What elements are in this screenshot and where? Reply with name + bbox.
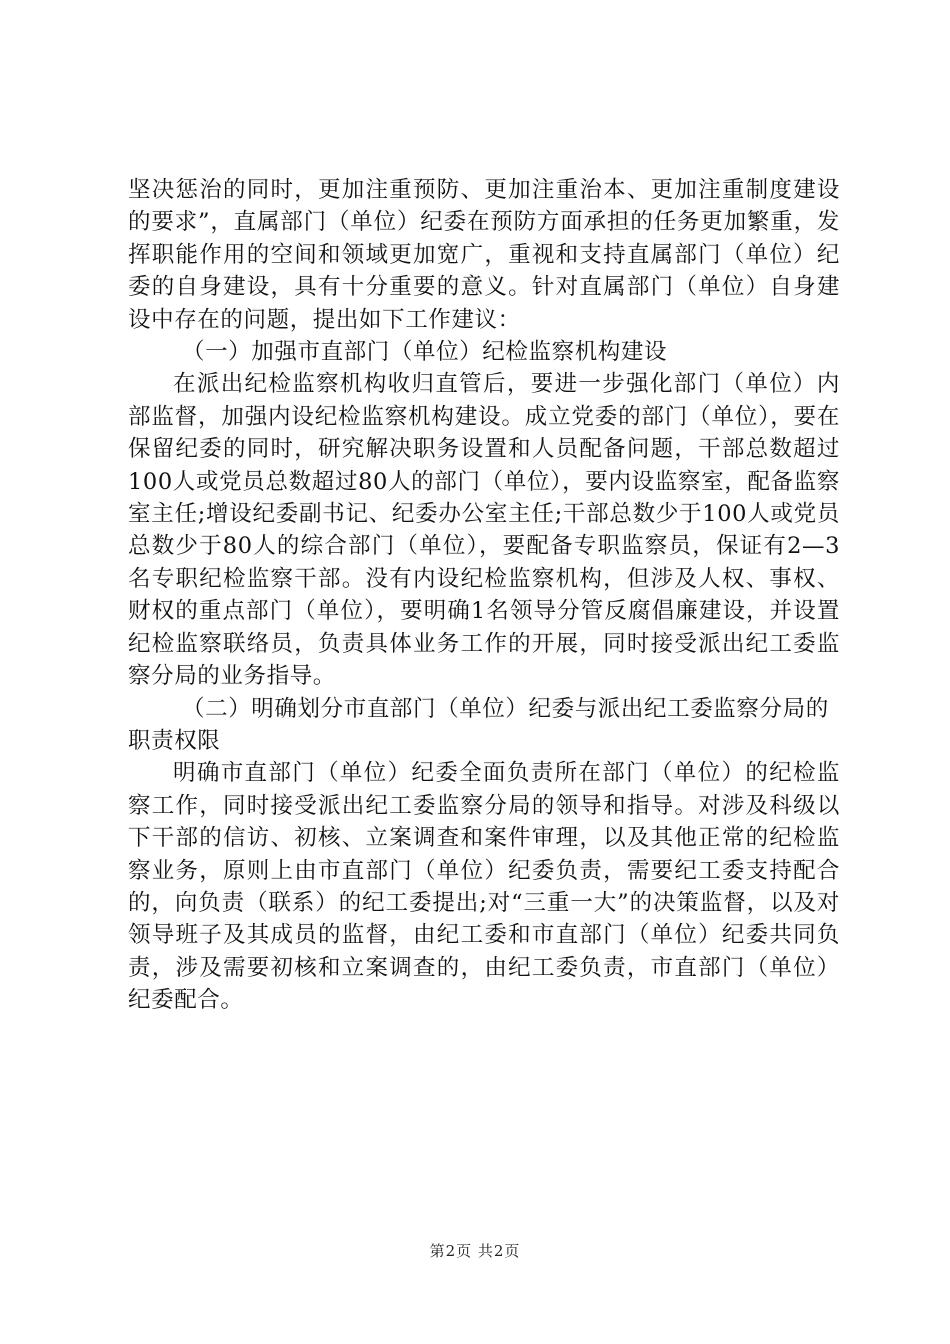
- section-heading-2: （二）明确划分市直部门（单位）纪委与派出纪工委监察分局的职责权限: [128, 695, 829, 754]
- paragraph-continuation: 坚决惩治的同时，更加注重预防、更加注重治本、更加注重制度建设的要求”，直属部门（单位）纪委在预防方面承担的任务更加繁重，发挥职能作用的空间和领域更加宽广，重视和支持直属部门（单位）纪委的自身建设，具有十分重要的意义。针对直属部门（单位）自身建设中存在的问题，提出如下工作建议：: [128, 177, 840, 333]
- paragraph-section-2: 明确市直部门（单位）纪委全面负责所在部门（单位）的纪检监察工作，同时接受派出纪工委监察分局的领导和指导。对涉及科级以下干部的信访、初核、立案调查和案件审理，以及其他正常的纪检监察业务，原则上由市直部门（单位）纪委负责，需要纪工委支持配合的，向负责（联系）的纪工委提出;对“三重一大”的决策监督，以及对领导班子及其成员的监督，由纪工委和市直部门（单位）纪委共同负责，涉及需要初核和立案调查的，由纪工委负责，市直部门（单位）纪委配合。: [128, 760, 840, 1014]
- page-number-footer: 第2页 共2页: [429, 1242, 521, 1260]
- section-heading-1: （一）加强市直部门（单位）纪检监察机构建设: [182, 339, 668, 366]
- document-body: [128, 174, 840, 1017]
- paragraph-section-1: 在派出纪检监察机构收归直管后，要进一步强化部门（单位）内部监督，加强内设纪检监察机构建设。成立党委的部门（单位），要在保留纪委的同时，研究解决职务设置和人员配备问题，干部总数超过100人或党员总数超过80人的部门（单位），要内设监察室，配备监察室主任;增设纪委副书记、纪委办公室主任;干部总数少于100人或党员总数少于80人的综合部门（单位），要配备专职监察员，保证有2—3名专职纪检监察干部。没有内设纪检监察机构，但涉及人权、事权、财权的重点部门（单位），要明确1名领导分管反腐倡廉建设，并设置纪检监察联络员，负责具体业务工作的开展，同时接受派出纪工委监察分局的业务指导。: [128, 371, 840, 690]
